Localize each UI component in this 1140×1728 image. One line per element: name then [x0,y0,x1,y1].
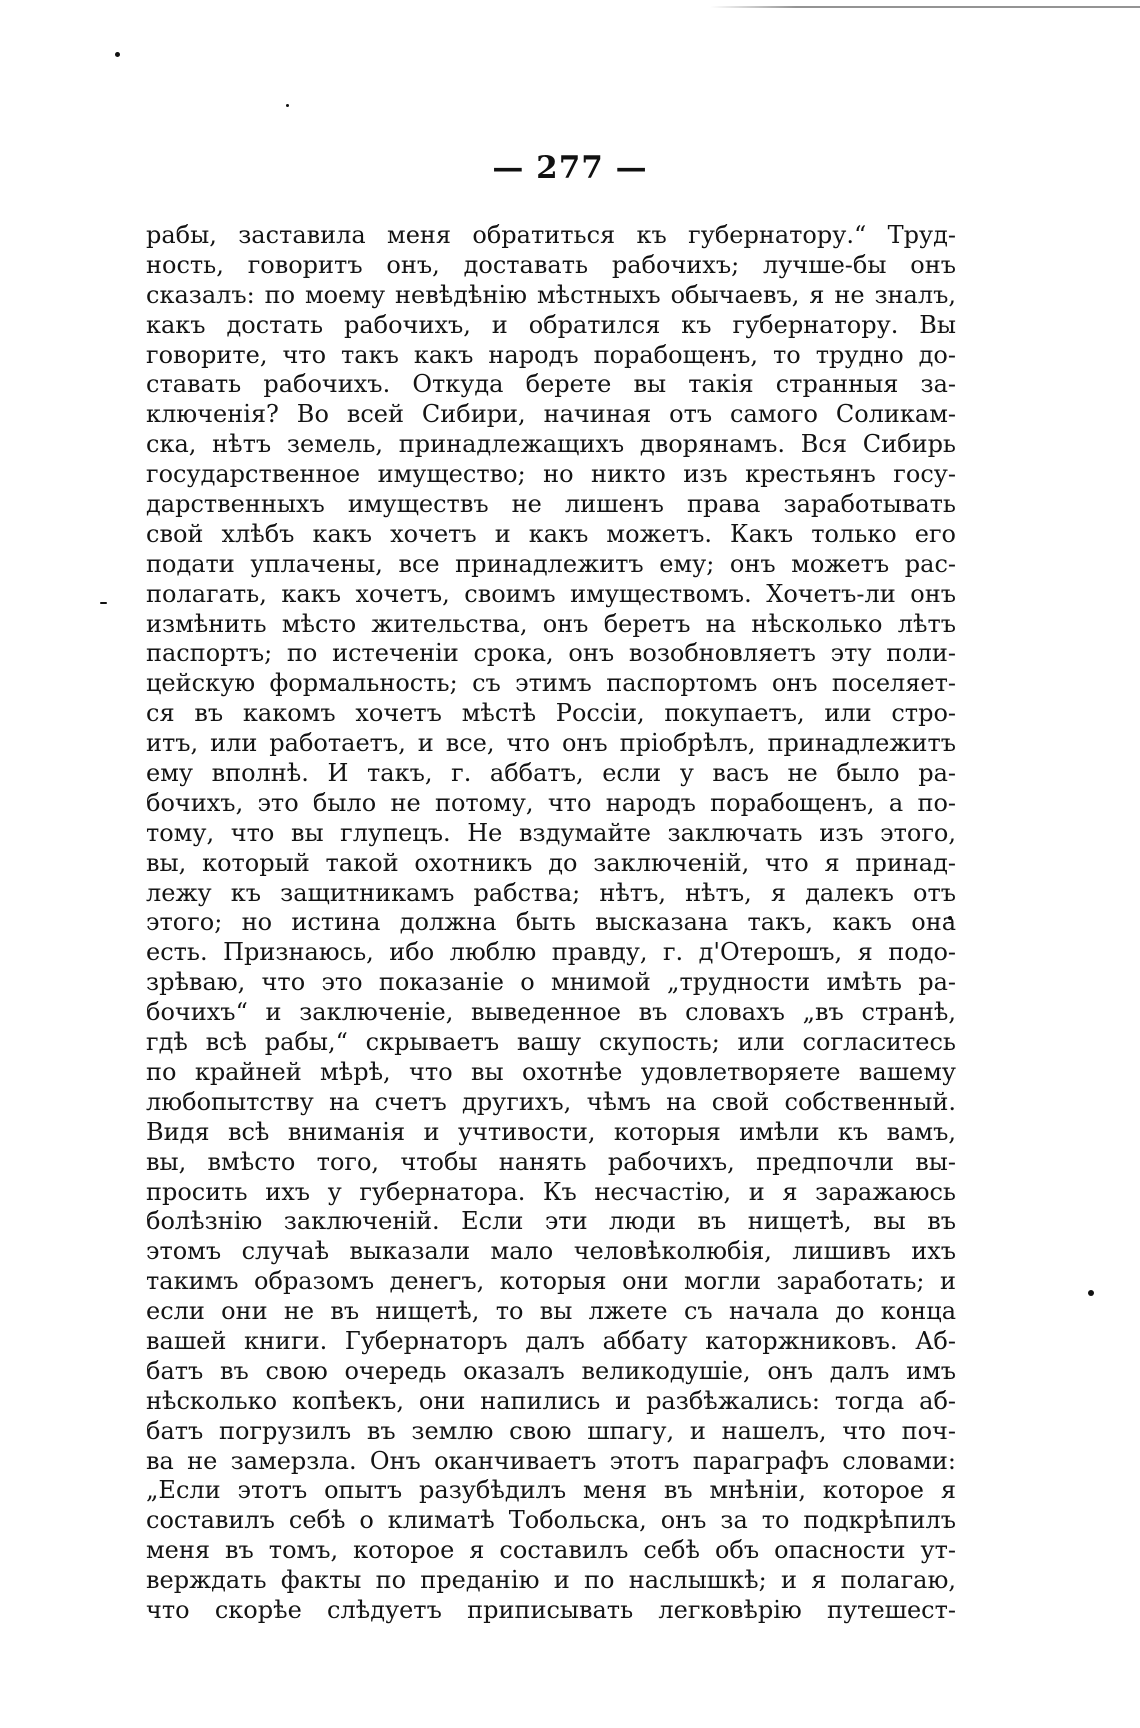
text-line: дарственныхъ имуществъ не лишенъ права заработывать [146,490,956,519]
text-line: гдѣ всѣ рабы,“ скрываетъ вашу скупость; или согласитесь [146,1028,956,1057]
text-line: измѣнить мѣсто жительства, онъ беретъ на нѣсколько лѣтъ [146,609,956,638]
body-text [146,221,956,1626]
text-line: рабы, заставила меня обратиться къ губернатору.“ Труд- [146,221,956,249]
text-line: ставать рабочихъ. Откуда берете вы такія странныя за- [146,370,956,399]
text-line: какъ достать рабочихъ, и обратился къ губернатору. Вы [146,310,956,339]
text-line: любопытству на счетъ другихъ, чѣмъ на свой собственный. [146,1087,956,1116]
text-line: ность, говоритъ онъ, доставать рабочихъ; лучше-бы онъ [146,250,956,279]
page-number: — 277 — [492,150,648,186]
text-line: вы, который такой охотникъ до заключеній, что я принад- [146,848,956,877]
text-line: зрѣваю, что это показаніе о мнимой „трудности имѣть ра- [146,968,956,997]
text-line: паспортъ; по истеченіи срока, онъ возобновляетъ эту поли- [146,639,956,668]
text-line: ва не замерзла. Онъ оканчиваетъ этотъ параграфъ словами: [146,1446,956,1475]
text-line: такимъ образомъ денегъ, которыя они могли заработать; и [146,1267,956,1296]
text-line: просить ихъ у губернатора. Къ несчастію, и я заражаюсь [146,1177,956,1206]
text-line: государственное имущество; но никто изъ крестьянъ госу- [146,460,956,489]
text-line: полагать, какъ хочетъ, своимъ имуществомъ. Хочетъ-ли онъ [146,579,956,608]
text-line: верждать факты по преданію и по наслышкѣ; и я полагаю, [146,1566,956,1595]
text-line: бочихъ, это было не потому, что народъ порабощенъ, а по- [146,788,956,817]
text-line: есть. Признаюсь, ибо люблю правду, г. д'Отерошъ, я подо- [146,938,956,967]
text-line: составилъ себѣ о климатѣ Тобольска, онъ за то подкрѣпилъ [146,1506,956,1535]
text-line: батъ въ свою очередь оказалъ великодушіе, онъ далъ имъ [146,1356,956,1385]
text-line: сказалъ: по моему невѣдѣнію мѣстныхъ обычаевъ, я не зналъ, [146,280,956,309]
text-line: вы, вмѣсто того, чтобы нанять рабочихъ, предпочли вы- [146,1147,956,1176]
text-line: этого; но истина должна быть высказана такъ, какъ она [146,908,956,937]
text-line: „Если этотъ опытъ разубѣдилъ меня въ мнѣніи, которое я [146,1476,956,1505]
text-line: лежу къ защитникамъ рабства; нѣтъ, нѣтъ, я далекъ отъ [146,878,956,907]
text-line: болѣзнію заключеній. Если эти люди въ нищетѣ, вы въ [146,1207,956,1236]
text-line: вашей книги. Губернаторъ далъ аббату каторжниковъ. Аб- [146,1326,956,1355]
dust-speck [1088,1290,1094,1296]
text-line: по крайней мѣрѣ, что вы охотнѣе удовлетворяете вашему [146,1057,956,1086]
dust-speck [100,602,107,604]
scan-edge-line [710,6,1140,8]
text-line: подати уплачены, все принадлежитъ ему; онъ можетъ рас- [146,549,956,578]
dust-speck [115,52,120,57]
text-line: свой хлѣбъ какъ хочетъ и какъ можетъ. Какъ только его [146,519,956,548]
text-line: батъ погрузилъ въ землю свою шпагу, и нашелъ, что поч- [146,1416,956,1445]
text-line: нѣсколько копѣекъ, они напились и разбѣжались: тогда аб- [146,1386,956,1415]
text-line: ключенія? Во всей Сибири, начиная отъ самого Соликам- [146,400,956,429]
text-line: итъ, или работаетъ, и все, что онъ пріобрѣлъ, принадлежитъ [146,729,956,758]
text-line: бочихъ“ и заключеніе, выведенное въ словахъ „въ странѣ, [146,998,956,1027]
dust-speck [286,104,289,107]
text-line: ска, нѣтъ земель, принадлежащихъ дворянамъ. Вся Сибирь [146,430,956,459]
text-line: что скорѣе слѣдуетъ приписывать легковѣрію путешест- [146,1595,956,1624]
text-line: меня въ томъ, которое я составилъ себѣ объ опасности ут- [146,1536,956,1565]
text-line: Видя всѣ вниманія и учтивости, которыя имѣли къ вамъ, [146,1117,956,1146]
text-line: ся въ какомъ хочетъ мѣстѣ Россіи, покупаетъ, или стро- [146,699,956,728]
text-line: говорите, что такъ какъ народъ порабощенъ, то трудно до- [146,340,956,369]
text-line: если они не въ нищетѣ, то вы лжете съ начала до конца [146,1297,956,1326]
text-line: тому, что вы глупецъ. Не вздумайте заключать изъ этого, [146,818,956,847]
text-line: цейскую формальность; съ этимъ паспортомъ онъ поселяет- [146,669,956,698]
text-line: ему вполнѣ. И такъ, г. аббатъ, если у васъ не было ра- [146,759,956,788]
text-line: этомъ случаѣ выказали мало человѣколюбія, лишивъ ихъ [146,1237,956,1266]
